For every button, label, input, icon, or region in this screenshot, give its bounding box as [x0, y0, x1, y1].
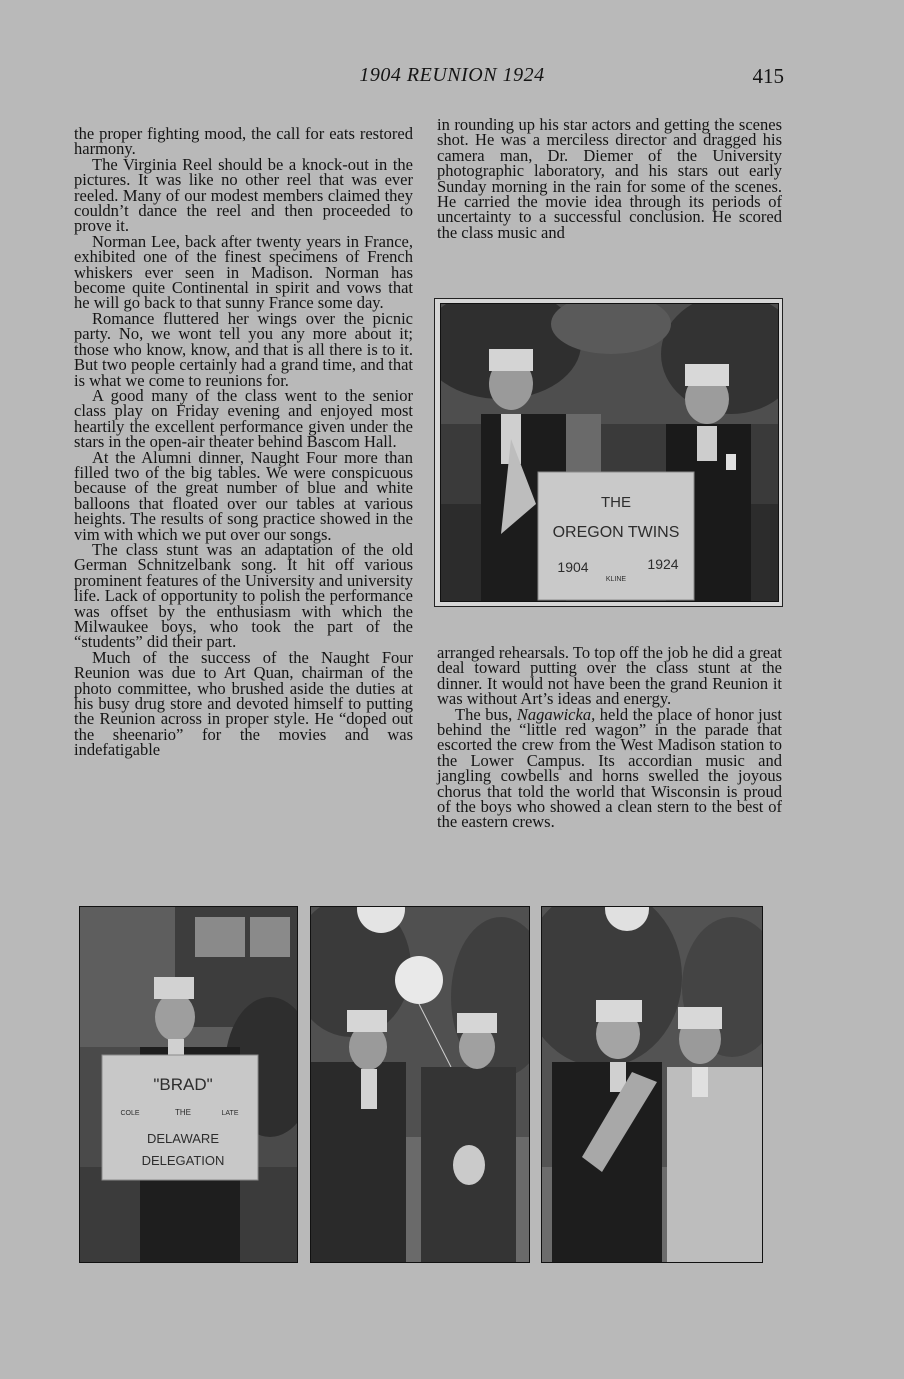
brad-sign-line-1: "BRAD" — [153, 1075, 213, 1094]
right-column-top — [437, 117, 782, 240]
paragraph: The class stunt was an adaptation of the old German Schnitzelbank song. It hit off various prominent features of the University and university life. Lack of opportunity to polish the performance was offset by the enthusiasm with which the Milwaukee boys, who took the part of the “students” did their part. — [74, 539, 413, 652]
photo-couple-balloons-image — [311, 907, 529, 1262]
photo-oregon-twins — [440, 303, 779, 602]
photo-two-men — [541, 906, 763, 1263]
running-head — [0, 64, 904, 90]
brad-sign-line-3: DELEGATION — [141, 1153, 225, 1168]
photo-brad — [79, 906, 298, 1263]
left-column — [74, 126, 413, 758]
sign-year-left: 1904 — [557, 559, 589, 575]
paragraph — [437, 704, 783, 832]
brad-sign-small-mid: THE — [175, 1108, 191, 1117]
paragraph-text: held the place of honor just behind the “little red wagon” in the parade that escorted the crew from the West Madison station to the Lower Campus. Its accordian music and jangling cowbells and horns swelled the joyous chorus that told the world that Wisconsin is proud of the boys who showed a clean stern to the best of the eastern crews. — [437, 704, 783, 832]
page-number: 415 — [752, 64, 784, 88]
sign-line-1: THE — [601, 494, 631, 511]
paragraph: Norman Lee, back after twenty years in France, exhibited one of the finest specimens of French whiskers ever seen in Madison. Norman has become quite Continental in spirit and vows that he will go back to that sunny France some day. — [74, 231, 413, 313]
paragraph: the proper fighting mood, the call for eats restored harmony. — [74, 124, 413, 159]
brad-sign-small-right: LATE — [221, 1110, 239, 1117]
paragraph-text: The bus, — [455, 704, 517, 724]
photo-couple-balloons — [310, 906, 530, 1263]
sign-small: KLINE — [605, 576, 627, 583]
paragraph: A good many of the class went to the senior class play on Friday evening and enjoyed most heartily the excellent performance given under the stars in the open-air theater behind Bascom Hall. — [74, 385, 413, 452]
brad-sign-line-2: DELAWARE — [147, 1131, 219, 1146]
paragraph: At the Alumni dinner, Naught Four more than filled two of the big tables. We were conspicuous because of the great number of blue and white balloons that floated over our tables at various heights. The results of song practice showed in the vim with which we put over our songs. — [74, 447, 413, 544]
photo-brad-image — [80, 907, 297, 1262]
sign-year-right: 1924 — [647, 556, 679, 572]
right-column-bottom — [437, 645, 782, 830]
paragraph: Much of the success of the Naught Four Reunion was due to Art Quan, chairman of the photo committee, who brushed aside the duties at his busy drug store and devoted himself to putting the Reunion across in proper style. He “doped out the sheenario” for the movies and was indefatigable — [74, 647, 413, 760]
photo-two-men-image — [542, 907, 762, 1262]
brad-sign-small-left: COLE — [120, 1110, 140, 1117]
photo-oregon-twins-image — [441, 304, 778, 601]
running-title: 1904 REUNION 1924 — [359, 64, 545, 86]
sign-line-2: OREGON TWINS — [552, 524, 680, 541]
paragraph: in rounding up his star actors and getting the scenes shot. He was a merciless director and dragged his camera man, Dr. Diemer of the University photographic laboratory, and his stars out early Sunday morning in the rain for some of the scenes. He carried the movie idea through its periods of uncertainty to a successful conclusion. He scored the class music and — [437, 115, 782, 242]
paragraph: Romance fluttered her wings over the picnic party. No, we wont tell you any more about it; those who know, know, and that is all there is to it. But two people certainly had a grand time, and that is what we come to reunions for. — [74, 308, 413, 390]
paragraph: arranged rehearsals. To top off the job he did a great deal toward putting over the class stunt at the dinner. It would not have been the grand Reunion it was without Art’s ideas and energy. — [437, 643, 782, 709]
bus-name: Nagawicka, — [516, 704, 596, 724]
paragraph: The Virginia Reel should be a knock-out in the pictures. It was like no other reel that was ever reeled. Many of our modest members claimed they couldn’t dance the reel and then proceeded to prove it. — [74, 154, 413, 236]
